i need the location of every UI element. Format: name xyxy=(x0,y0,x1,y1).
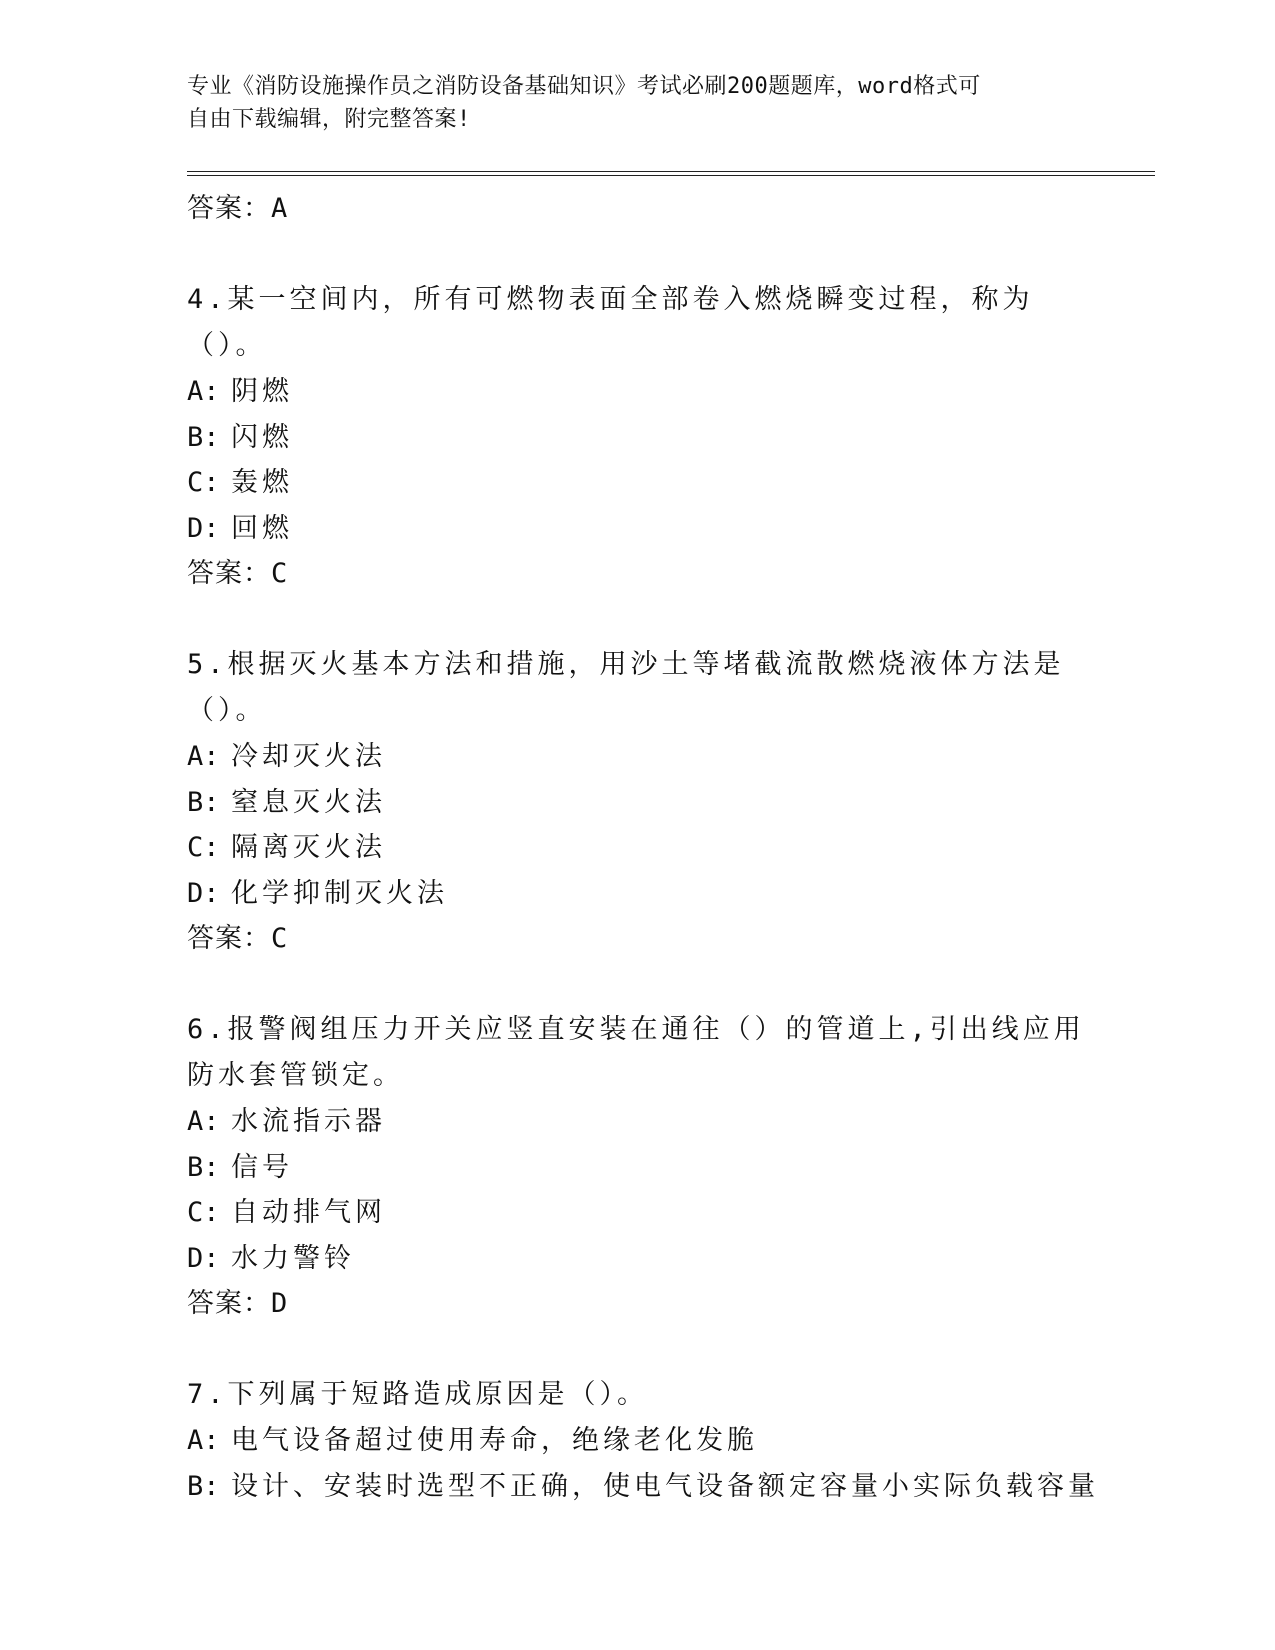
question-option xyxy=(187,1099,1167,1145)
question-option xyxy=(187,1190,1167,1236)
option-text: 阴燃 xyxy=(231,376,293,407)
question-item xyxy=(187,277,1167,597)
option-key: B: xyxy=(187,786,220,818)
document-page xyxy=(187,70,1167,1509)
question-option xyxy=(187,1418,1167,1464)
question-option xyxy=(187,871,1167,917)
question-item xyxy=(187,1372,1167,1509)
question-option xyxy=(187,1464,1167,1510)
option-text: 电气设备超过使用寿命，绝缘老化发脆 xyxy=(231,1425,758,1456)
option-text: 回燃 xyxy=(231,512,293,544)
question-option xyxy=(187,1236,1167,1282)
question-option xyxy=(187,734,1167,780)
answer-label: 答案： xyxy=(187,558,271,589)
question-option xyxy=(187,460,1167,506)
question-stem: 5.根据灭火基本方法和措施，用沙土等堵截流散燃烧液体方法是（）。 xyxy=(187,649,1065,726)
option-key: A: xyxy=(187,1106,220,1137)
option-text: 闪燃 xyxy=(231,421,293,453)
option-key: D: xyxy=(187,512,220,544)
answer-line xyxy=(187,1281,1167,1327)
option-key: B: xyxy=(187,1470,220,1502)
option-key: B: xyxy=(187,421,220,453)
option-key: B: xyxy=(187,1151,220,1183)
option-text: 设计、安装时选型不正确，使电气设备额定容量小实际负载容量 xyxy=(231,1470,1099,1502)
option-key: D: xyxy=(187,877,220,909)
option-text: 窒息灭火法 xyxy=(231,786,386,818)
option-key: A: xyxy=(187,741,220,772)
answer-label: 答案： xyxy=(187,923,271,954)
question-option xyxy=(187,780,1167,826)
answer-line xyxy=(187,186,1167,232)
option-key: C: xyxy=(187,1197,220,1228)
question-option xyxy=(187,506,1167,552)
header-divider xyxy=(187,171,1155,176)
question-stem: 4.某一空间内，所有可燃物表面全部卷入燃烧瞬变过程，称为（）。 xyxy=(187,284,1034,361)
question-option xyxy=(187,825,1167,871)
question-stem: 6.报警阀组压力开关应竖直安装在通往（）的管道上,引出线应用防水套管锁定。 xyxy=(187,1014,1085,1091)
option-text: 水流指示器 xyxy=(231,1106,386,1137)
answer-label: 答案： xyxy=(187,193,271,224)
question-stem: 7.下列属于短路造成原因是（）。 xyxy=(187,1379,649,1410)
option-text: 轰燃 xyxy=(231,467,293,498)
option-key: C: xyxy=(187,467,220,498)
question-option xyxy=(187,1145,1167,1191)
question-option xyxy=(187,415,1167,461)
answer-value: C xyxy=(271,558,289,589)
option-text: 水力警铃 xyxy=(231,1242,355,1274)
option-text: 自动排气网 xyxy=(231,1197,386,1228)
answer-value: D xyxy=(271,1288,289,1319)
option-text: 隔离灭火法 xyxy=(231,832,386,863)
answer-value: A xyxy=(271,193,289,224)
option-key: C: xyxy=(187,832,220,863)
option-text: 信号 xyxy=(231,1151,293,1183)
answer-value: C xyxy=(271,923,289,954)
question-option xyxy=(187,369,1167,415)
option-key: A: xyxy=(187,376,220,407)
answer-line xyxy=(187,916,1167,962)
option-text: 冷却灭火法 xyxy=(231,741,386,772)
header-line-1: 专业《消防设施操作员之消防设备基础知识》考试必刷200题题库，word格式可 xyxy=(187,74,981,99)
header-line-2: 自由下载编辑，附完整答案! xyxy=(187,107,471,132)
option-key: A: xyxy=(187,1425,220,1456)
answer-line xyxy=(187,551,1167,597)
document-header xyxy=(187,70,1087,136)
option-text: 化学抑制灭火法 xyxy=(231,877,448,909)
question-item xyxy=(187,1007,1167,1327)
option-key: D: xyxy=(187,1242,220,1274)
question-item xyxy=(187,642,1167,962)
answer-label: 答案： xyxy=(187,1288,271,1319)
